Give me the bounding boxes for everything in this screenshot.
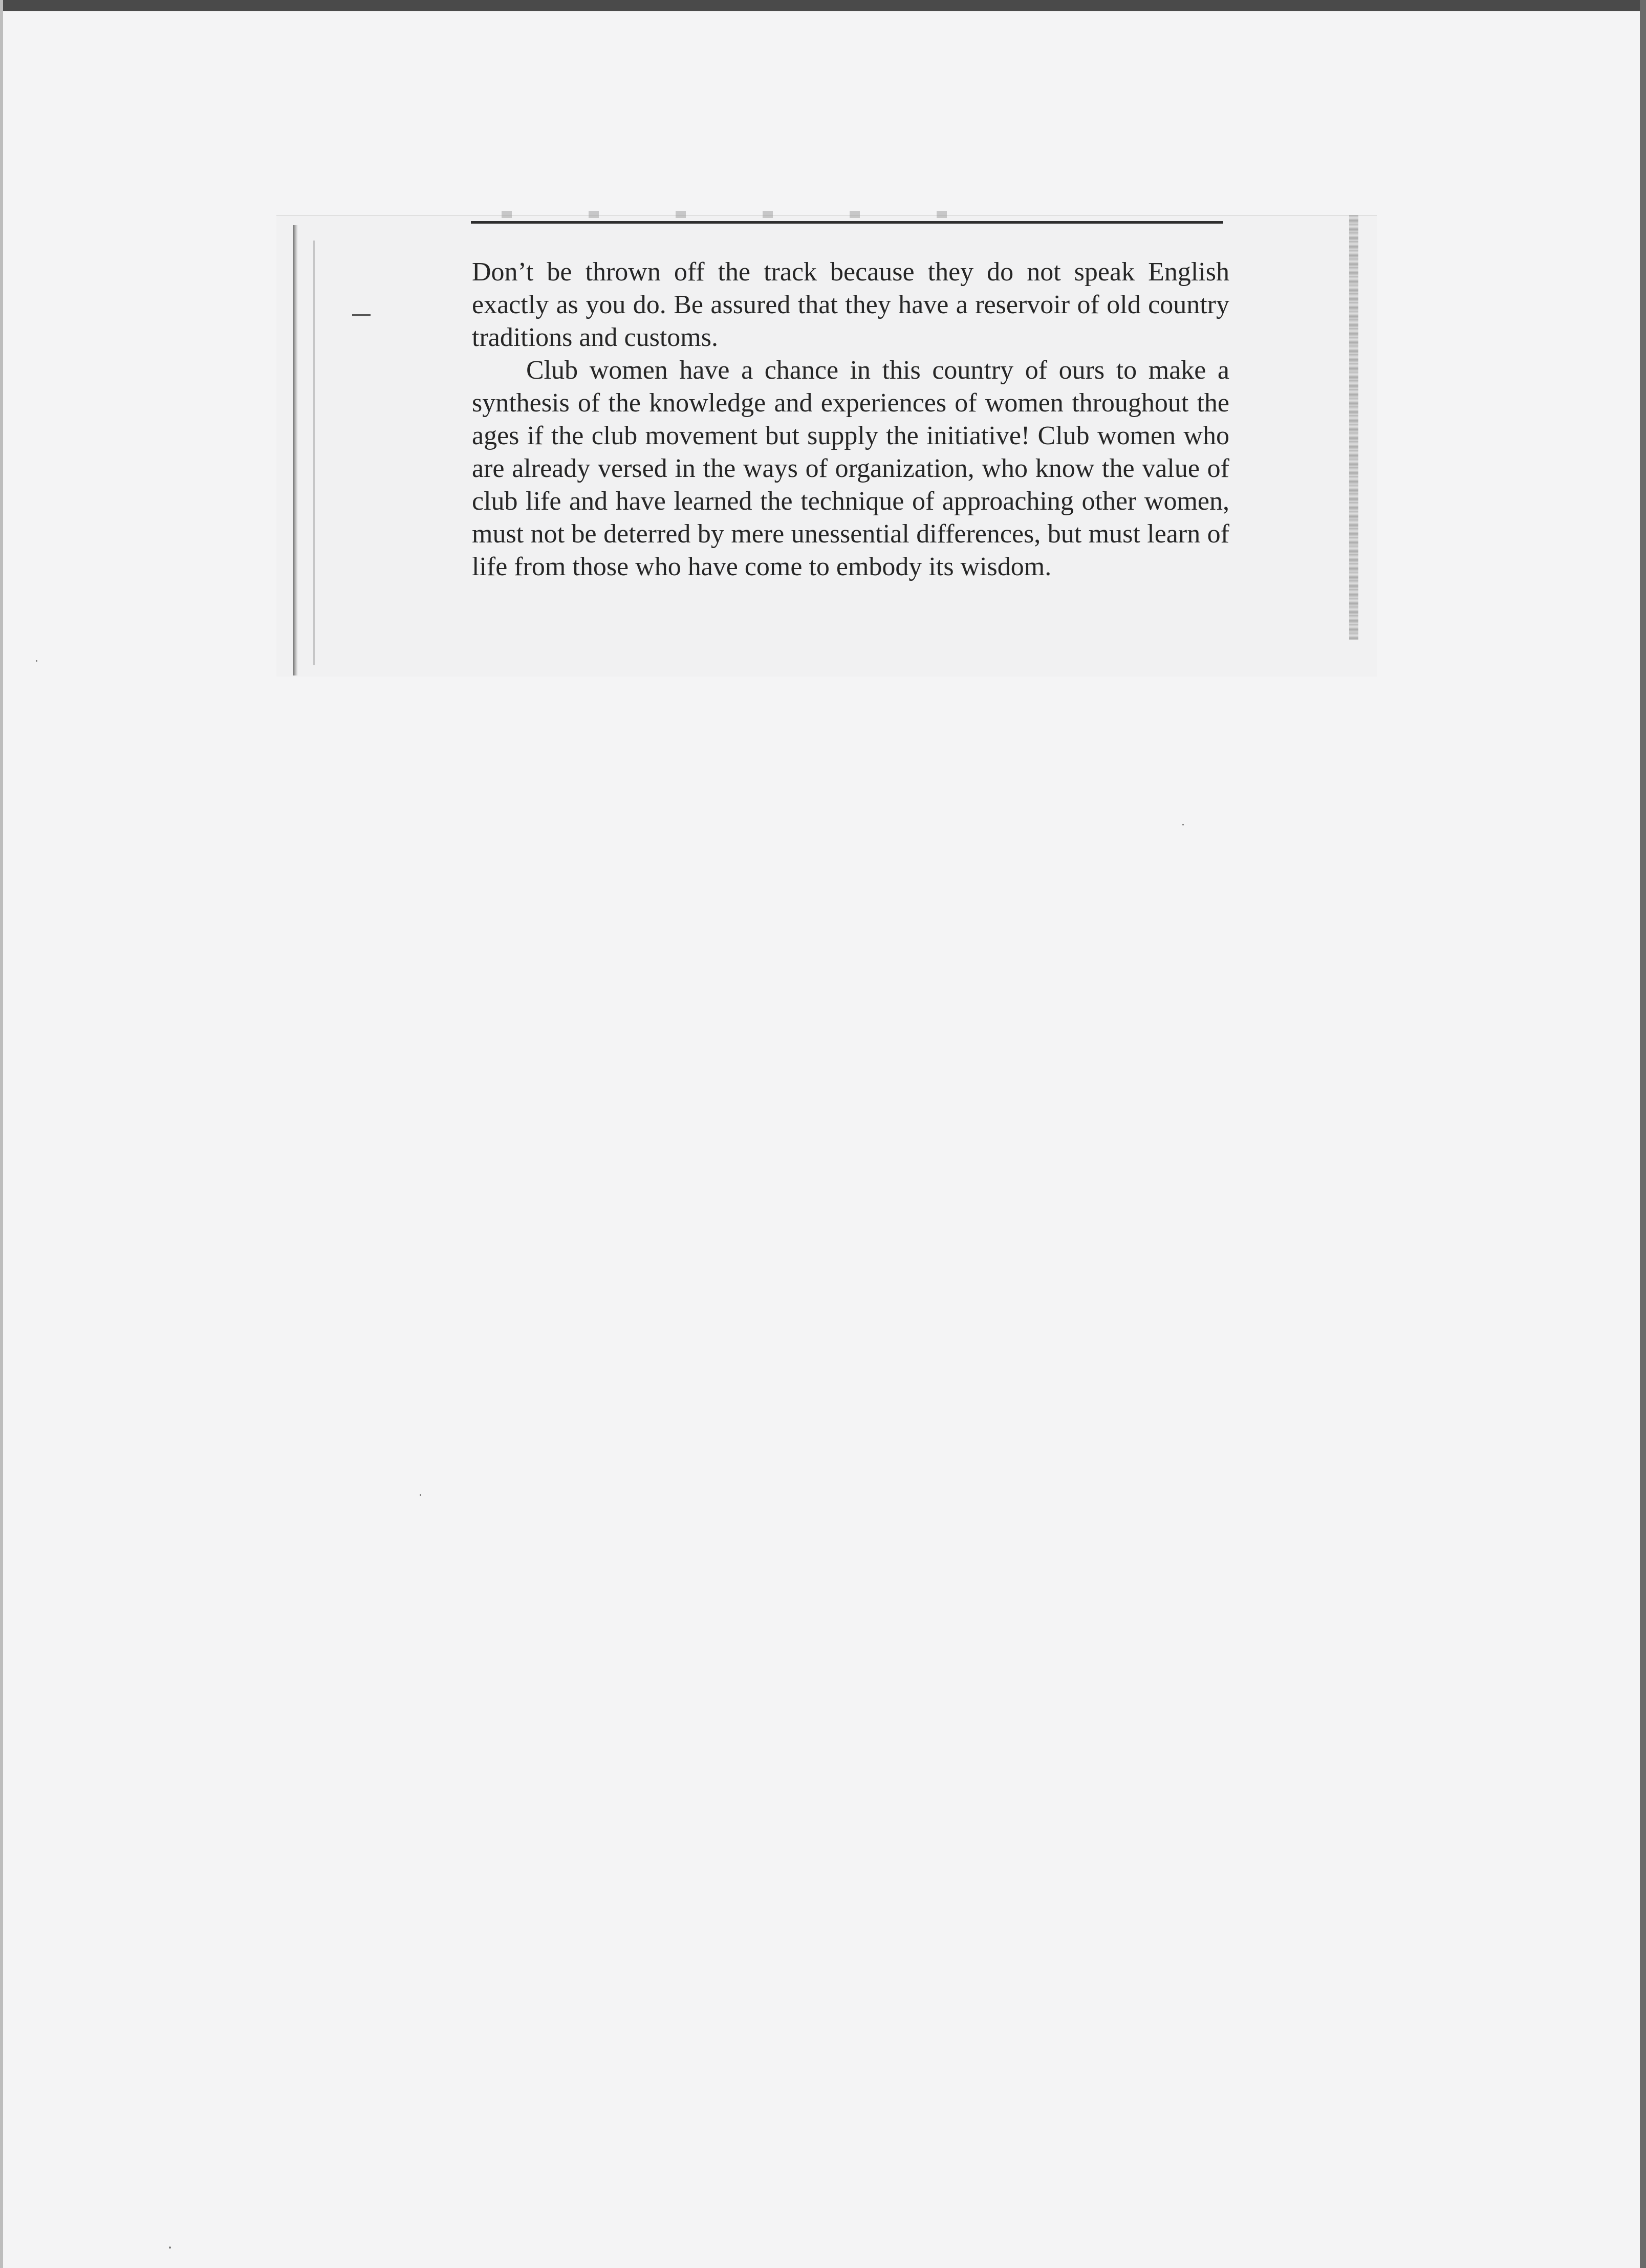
header-rule bbox=[471, 221, 1223, 224]
margin-mark bbox=[352, 314, 371, 316]
clipping-right-edge bbox=[1349, 215, 1358, 640]
dust-speck bbox=[420, 1494, 421, 1496]
paragraph-2: Club women have a chance in this country of ours to make a synthesis of the knowledge and experiences of women throughout the ages if the club movement but supply the initiative! Club women who are already versed in the ways of organization, who know the value of club life and have learned the technique of approaching other women, must not be deterred by mere unessential differences, but must learn of life from those who have come to embody its wisdom. bbox=[472, 356, 1229, 581]
header-smudge bbox=[471, 211, 983, 218]
clipping-left-edge-faint bbox=[313, 241, 315, 665]
scan-border-top bbox=[0, 0, 1646, 11]
scan-border-right bbox=[1640, 0, 1646, 2268]
clipping-text bbox=[472, 256, 1229, 583]
scan-border-left bbox=[0, 0, 3, 2268]
dust-speck bbox=[1182, 824, 1184, 825]
dust-speck bbox=[36, 660, 37, 662]
clipping-left-edge bbox=[293, 225, 298, 675]
paragraph-1: Don’t be thrown off the track because they do not speak English exactly as you do. Be assured that they have a reservoir of old country traditions and customs. bbox=[472, 257, 1229, 352]
dust-speck bbox=[169, 2247, 171, 2249]
